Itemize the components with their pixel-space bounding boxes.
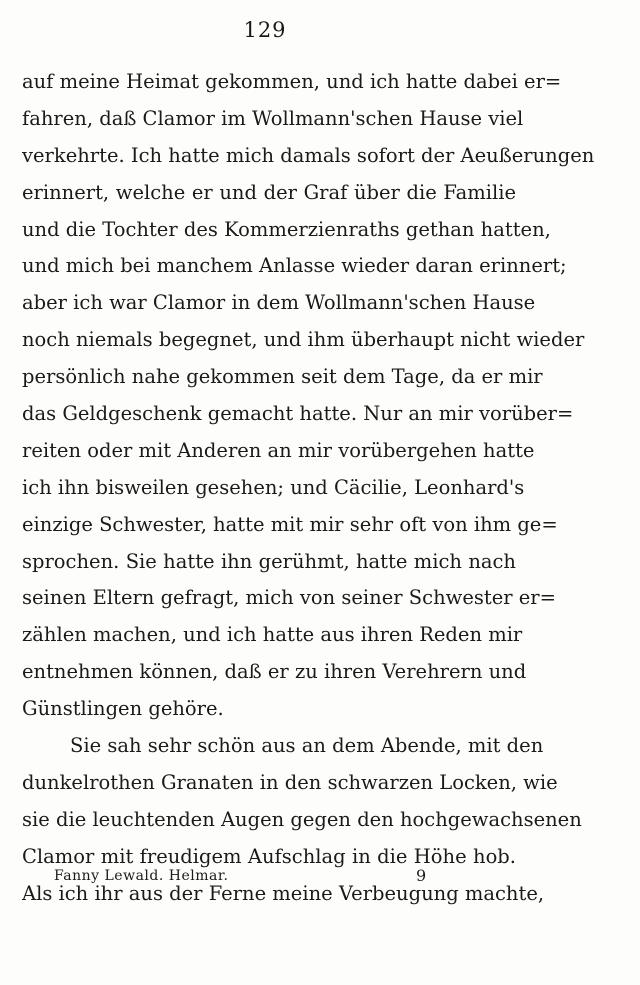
text-line: persönlich nahe gekommen seit dem Tage, da er mir — [22, 365, 543, 389]
text-line: sie die leuchtenden Augen gegen den hochgewachsenen — [22, 807, 582, 831]
text-line: ich ihn bisweilen gesehen; und Cäcilie, Leonhard's — [22, 475, 525, 499]
text-line: seinen Eltern gefragt, mich von seiner Schwester er= — [22, 586, 556, 610]
text-line: verkehrte. Ich hatte mich damals sofort der Aeußerungen — [22, 143, 595, 167]
text-line: zählen machen, und ich hatte aus ihren Reden mir — [22, 623, 523, 647]
text-line: noch niemals begegnet, und ihm überhaupt nicht wieder — [22, 328, 585, 352]
text-line: Günstlingen gehöre. — [22, 697, 224, 721]
text-line: fahren, daß Clamor im Wollmann'schen Hause viel — [22, 106, 524, 130]
page-number: 129 — [243, 18, 287, 42]
text-line: aber ich war Clamor in dem Wollmann'schen Hause — [22, 291, 536, 315]
text-line: das Geldgeschenk gemacht hatte. Nur an mir vorüber= — [22, 402, 574, 426]
paragraph-1 — [22, 64, 595, 728]
text-line: auf meine Heimat gekommen, und ich hatte dabei er= — [22, 70, 562, 93]
text-line: und die Tochter des Kommerzienraths gethan hatten, — [22, 217, 551, 241]
text-line: entnehmen können, daß er zu ihren Verehrern und — [22, 660, 527, 684]
footer-signature-mark: 9 — [416, 866, 427, 885]
text-line: einzige Schwester, hatte mit mir sehr oft von ihm ge= — [22, 512, 558, 536]
text-line: Als ich ihr aus der Ferne meine Verbeugung machte, — [22, 881, 545, 905]
footer-author-title: Fanny Lewald. Helmar. — [54, 868, 229, 884]
text-line: Clamor mit freudigem Aufschlag in die Höhe hob. — [22, 844, 516, 868]
text-line: reiten oder mit Anderen an mir vorübergehen hatte — [22, 438, 535, 462]
text-line: erinnert, welche er und der Graf über die Familie — [22, 180, 516, 204]
body-text — [22, 64, 595, 912]
text-line: sprochen. Sie hatte ihn gerühmt, hatte mich nach — [22, 549, 516, 573]
page-footer — [54, 862, 454, 890]
text-line: dunkelrothen Granaten in den schwarzen Locken, wie — [22, 770, 558, 794]
text-line: Sie sah sehr schön aus an dem Abende, mit den — [70, 734, 544, 758]
text-line: und mich bei manchem Anlasse wieder daran erinnert; — [22, 254, 567, 278]
